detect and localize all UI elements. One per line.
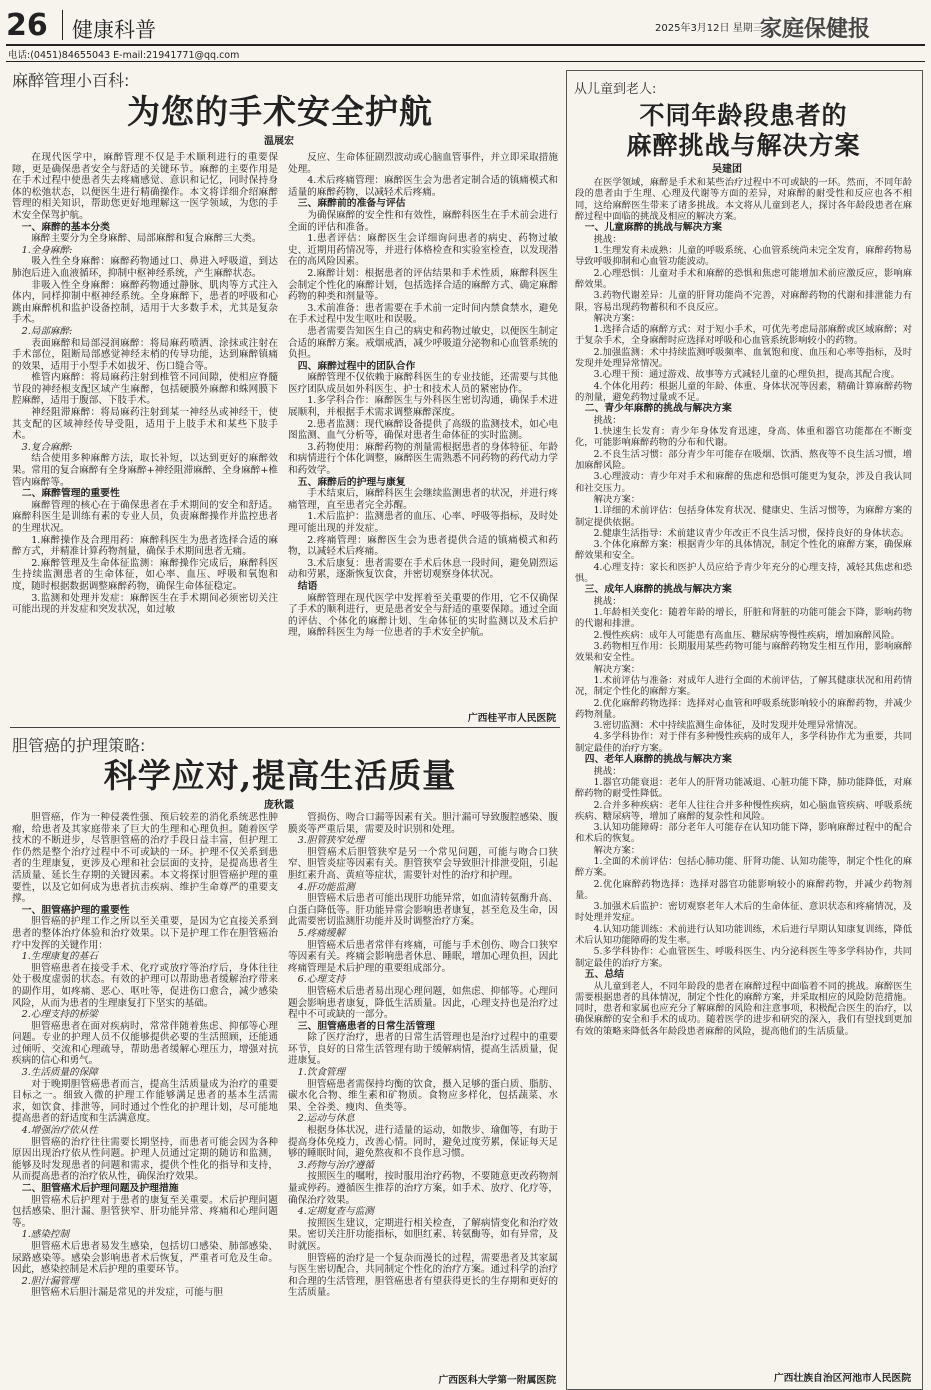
paragraph: 3.认知功能障碍：部分老年人可能存在认知功能下降，影响麻醉过程中的配合和术后的恢复。 [575, 822, 912, 845]
sub-heading: 3.复合麻醉: [21, 441, 73, 453]
sub-heading: 2.运动与休息 [297, 1113, 355, 1125]
paragraph: 2.心理恐惧：儿童对手术和麻醉的恐惧和焦虑可能增加术前应激反应，影响麻醉效果。 [575, 267, 912, 290]
sub-heading: 1.全身麻醉: [21, 244, 73, 256]
paragraph: 2.优化麻醉药物选择：选择对心血管和呼吸系统影响较小的麻醉药物，并减少药物剂量。 [575, 697, 912, 720]
article2-column-2 [288, 812, 558, 1370]
paragraph: 2.疼痛管理：麻醉医生会为患者提供合适的镇痛模式和药物，以减轻术后疼痛。 [288, 534, 558, 558]
paragraph: 解决方案： [593, 844, 641, 856]
sub-heading: 2.胆汁漏管理 [21, 1275, 79, 1287]
article-divider [10, 727, 560, 728]
paragraph: 2.麻醉管理及生命体征监测：麻醉操作完成后，麻醉科医生持续监测患者的生命体征，如心率、血压、呼吸和氧饱和度，随时根据数据调整麻醉药物，确保生命体征稳定。 [12, 557, 278, 592]
paragraph: 胆管癌术后胆管狭窄是另一个常见问题，可能与吻合口狭窄、胆管炎症等因素有关。胆管狭窄会导致胆汁排泄受阻，引起胆红素升高、黄疸等症状，需要针对性的治疗和护理。 [288, 846, 558, 881]
paragraph: 2.合并多种疾病：老年人往往合并多种慢性疾病，如心脑血管疾病、呼吸系统疾病、糖尿病等，增加了麻醉的复杂性和风险。 [575, 799, 912, 822]
paragraph: 4.多学科协作：对于伴有多种慢性疾病的成年人，多学科协作尤为重要，共同制定最佳的治疗方案。 [575, 731, 912, 754]
article1-source: 广西桂平市人民医院 [467, 713, 556, 724]
paragraph: 胆管癌，作为一种侵袭性强、预后较差的消化系统恶性肿瘤，给患者及其家庭带来了巨大的生理和心理负担。随着医学技术的不断进步，尽管胆管癌的治疗手段日益丰富，但护理工作仍然是整个治疗过程中不可或缺的一环。护理不仅关系到患者的生理康复，更涉及心理和社会层面的支持，是提高患者生活质量、延长生存期的关键因素。本文将探讨胆管癌护理的重要性，以及它如何成为患者抗击疾病、维护生命尊严的重要支撑。 [12, 812, 278, 905]
paragraph: 2.不良生活习惯：部分青少年可能存在吸烟、饮酒、熬夜等不良生活习惯，增加麻醉风险。 [575, 448, 912, 472]
paragraph: 3.药物相互作用：长期服用某些药物可能与麻醉药物发生相互作用，影响麻醉效果和安全性。 [575, 641, 912, 664]
paragraph: 3.术前准备：患者需要在手术前一定时间内禁食禁水，避免在手术过程中发生呕吐和误吸。 [288, 302, 558, 326]
section-heading: 结语 [297, 580, 318, 592]
section-title: 健康科普 [72, 18, 156, 42]
paragraph: 3.药物使用：麻醉药物的剂量需根据患者的身体特征、年龄和病情进行个体化调整，麻醉医生需熟悉不同药物的药代动力学和药效学。 [288, 441, 558, 477]
paragraph: 1.麻醉操作及合理用药：麻醉科医生为患者选择合适的麻醉方式，并精准计算药物剂量，确保手术期间患者无痛。 [12, 534, 278, 558]
paragraph: 胆管癌患者需保持均衡的饮食，摄入足够的蛋白质、脂肪、碳水化合物、维生素和矿物质。食物应多样化，包括蔬菜、水果、全谷类、瘦肉、鱼类等。 [288, 1078, 558, 1113]
section-heading: 五、麻醉后的护理与康复 [297, 476, 406, 488]
paragraph: 非吸入性全身麻醉：麻醉药物通过静脉、肌肉等方式注入体内，同样抑制中枢神经系统。全身麻醉下，患者的呼吸和心跳由麻醉机和监护设备控制，适用于大多数手术，尤其是复杂手术。 [12, 279, 278, 326]
sub-heading: 1.饮食管理 [297, 1067, 346, 1079]
paragraph: 1.详细的术前评估：包括身体发育状况、健康史、生活习惯等，为麻醉方案的制定提供依据。 [575, 505, 912, 528]
paragraph: 表面麻醉和局部浸润麻醉：将局麻药喷洒、涂抹或注射在手术部位，阻断局部感觉神经末梢的传导功能，达到麻醉镇痛的效果，适用于小型手术如拔牙、伤口缝合等。 [12, 337, 278, 372]
paragraph: 挑战： [593, 233, 622, 245]
paragraph: 挑战： [593, 595, 622, 607]
paragraph: 反应、生命体征剧烈波动或心脑血管事件，并立即采取措施处理。 [288, 152, 558, 175]
article1-author: 温展宏 [264, 136, 294, 147]
paragraph: 1.全面的术前评估：包括心肺功能、肝肾功能、认知功能等，制定个性化的麻醉方案。 [575, 856, 912, 879]
paragraph: 挑战： [593, 765, 622, 777]
section-heading: 二、胆管癌术后护理问题及护理措施 [21, 1183, 179, 1194]
paragraph: 2.加强监测：术中持续监测呼吸频率、血氧饱和度、血压和心率等指标，及时发现并处理异常情况。 [575, 346, 912, 370]
paragraph: 1.生理发育未成熟：儿童的呼吸系统、心血管系统尚未完全发育，麻醉药物易导致呼吸抑制和心血管功能波动。 [575, 245, 912, 268]
paragraph: 除了医疗治疗，患者的日常生活管理也是治疗过程中的重要环节，良好的日常生活管理有助于缓解病情，提高生活质量，促进康复。 [288, 1032, 558, 1067]
article2-column-1 [12, 812, 278, 1386]
paragraph: 2.患者监测：现代麻醉设备提供了高级的监测技术，如心电图监测、血气分析等，确保对患者生命体征的实时监测。 [288, 418, 558, 442]
sub-heading: 4.定期复查与监测 [297, 1206, 374, 1218]
paragraph: 从儿童到老人，不同年龄段的患者在麻醉过程中面临着不同的挑战。麻醉医生需要根据患者的具体情况，制定个性化的麻醉方案，并采取相应的风险防范措施。同时，患者和家属也应充分了解麻醉的风险和注意事项，积极配合医生的治疗，以确保麻醉的安全和手术的成功。随着医学的进步和研究的深入，我们有望找到更加有效的策略来降低各年龄段患者麻醉的风险，提高他们的生活质量。 [575, 980, 912, 1037]
article3-kicker: 从儿童到老人: [574, 82, 657, 97]
sub-heading: 1.生理康复的基石 [21, 951, 98, 963]
paper-name: 家庭保健报 [760, 17, 871, 42]
paragraph: 手术结束后，麻醉科医生会继续监测患者的状况，并进行疼痛管理，直至患者完全苏醒。 [288, 488, 558, 511]
paragraph: 4.个体化用药：根据儿童的年龄、体重、身体状况等因素，精确计算麻醉药物的剂量，避免药物过量或不足。 [575, 380, 912, 403]
section-heading: 三、胆管癌患者的日常生活管理 [297, 1020, 435, 1032]
paragraph: 在医学领域，麻醉是手术和某些治疗过程中不可或缺的一环。然而，不同年龄段的患者由于生理、心理及代谢等方面的差异，对麻醉的耐受性和反应也各不相同，这给麻醉医生带来了诸多挑战。本文将从儿童到老人，探讨各年龄段患者在麻醉过程中面临的挑战及相应的解决方案。 [575, 177, 912, 222]
paragraph: 胆管癌术后胆汁漏是常见的并发症，可能与胆 [31, 1287, 224, 1299]
header-rule-thin [6, 61, 925, 62]
sub-heading: 2.局部麻醉: [21, 325, 73, 337]
paragraph: 胆管癌的治疗是一个复杂而漫长的过程，需要患者及其家属与医生密切配合，共同制定个性化的治疗方案。通过科学的治疗和合理的生活管理，胆管癌患者有望获得更长的生存期和更好的生活质量。 [288, 1252, 558, 1299]
sub-heading: 3.胆管狭窄处理 [297, 835, 365, 847]
paragraph: 结合使用多种麻醉方法，取长补短，以达到更好的麻醉效果。常用的复合麻醉有全身麻醉+神经阻滞麻醉、全身麻醉+椎管内麻醉等。 [12, 453, 278, 488]
paragraph: 3.密切监测：术中持续监测生命体征，及时发现并处理异常情况。 [593, 720, 863, 732]
paragraph: 胆管癌术后患者可能出现肝功能异常，如血清转氨酶升高、白蛋白降低等。肝功能异常会影响患者康复，甚至危及生命，因此需要密切监测肝功能并及时调整治疗方案。 [288, 893, 558, 928]
paragraph: 挑战： [593, 414, 622, 426]
paragraph: 胆管癌患者在接受手术、化疗或放疗等治疗后，身体往往处于极度虚弱的状态。有效的护理可以帮助患者缓解治疗带来的副作用，如疼痛、恶心、呕吐等，促进伤口愈合，减少感染风险，从而为患者的生理康复打下坚实的基础。 [12, 962, 278, 1009]
sub-heading: 4.肝功能监测 [297, 881, 355, 893]
paragraph: 胆管癌的护理工作之所以至关重要，是因为它直接关系到患者的整体治疗体验和治疗效果。以下是护理工作在胆管癌治疗中发挥的关键作用： [12, 916, 278, 951]
paragraph: 解决方案： [593, 663, 641, 675]
paragraph: 2.麻醉计划：根据患者的评估结果和手术性质，麻醉科医生会制定个性化的麻醉计划，包括选择合适的麻醉方式、确定麻醉药物的种类和剂量等。 [288, 267, 558, 303]
article1-column-2 [288, 152, 558, 708]
section-heading: 三、成年人麻醉的挑战与解决方案 [584, 584, 732, 596]
paragraph: 管损伤、吻合口漏等因素有关。胆汁漏可导致腹腔感染、腹膜炎等严重后果，需要及时识别和处理。 [288, 812, 558, 835]
contact-info: 电话:(0451)84655043 E-mail:21941771@qq.com [8, 50, 240, 61]
article3-source: 广西壮族自治区河池市人民医院 [773, 1373, 911, 1384]
article3-author: 吴建团 [712, 164, 742, 175]
paragraph: 患者需要告知医生自己的病史和药物过敏史，以便医生制定合适的麻醉方案。戒烟戒酒，减少呼吸道分泌物和心血管系统的负担。 [288, 325, 558, 361]
paragraph: 3.心理干预：通过游戏、故事等方式减轻儿童的心理负担，提高其配合度。 [593, 369, 900, 381]
paragraph: 椎管内麻醉：将局麻药注射到椎管不同间隙，使相应脊髓节段的神经根支配区域产生麻醉，包括硬膜外麻醉和蛛网膜下腔麻醉，适用于腹部、下肢手术。 [12, 372, 278, 407]
article3-title-line1: 不同年龄段患者的 [639, 101, 848, 130]
article3-title-line2: 麻醉挑战与解决方案 [626, 131, 861, 160]
paragraph: 胆管癌术后护理对于患者的康复至关重要。术后护理问题包括感染、胆汁漏、胆管狭窄、肝功能异常、疼痛和心理问题等。 [12, 1194, 278, 1229]
paragraph: 3.加强术后监护：密切观察老年人术后的生命体征、意识状态和疼痛情况，及时处理并发症。 [575, 901, 912, 924]
article1-column-1 [12, 152, 278, 724]
article2-author: 庞秋霞 [264, 800, 294, 811]
sub-heading: 4.增强治疗依从性 [21, 1125, 98, 1137]
article2-source: 广西医科大学第一附属医院 [438, 1375, 556, 1386]
header-divider [62, 10, 63, 40]
paragraph: 4.心理支持：家长和医护人员应给予青少年充分的心理支持，减轻其焦虑和恐惧。 [575, 561, 912, 584]
paragraph: 1.选择合适的麻醉方式：对于短小手术，可优先考虑局部麻醉或区域麻醉；对于复杂手术，全身麻醉时应选择对呼吸和心血管系统影响较小的药物。 [575, 324, 912, 347]
issue-date: 2025年3月12日 星期三 [655, 23, 763, 34]
paragraph: 1.器官功能衰退：老年人的肝肾功能减退、心脏功能下降，肺功能降低，对麻醉药物的耐受性降低。 [575, 776, 912, 800]
paragraph: 5.多学科协作：心血管医生、呼吸科医生、内分泌科医生等多学科协作，共同制定最佳的治疗方案。 [575, 946, 912, 969]
paragraph: 按照医生建议，定期进行相关检查，了解病情变化和治疗效果。密切关注肝功能指标，如胆红素、转氨酶等，如有异常，及时就医。 [288, 1217, 558, 1252]
paragraph: 2.慢性疾病：成年人可能患有高血压、糖尿病等慢性疾病，增加麻醉风险。 [593, 629, 900, 641]
paragraph: 1.多学科合作：麻醉医生与外科医生密切沟通，确保手术进展顺利，并根据手术需求调整麻醉深度。 [288, 395, 558, 419]
article2-kicker: 胆管癌的护理策略: [12, 736, 146, 755]
paragraph: 根据身体状况，进行适量的运动，如散步、瑜伽等，有助于提高身体免疫力，改善心情。同时，避免过度劳累，保证每天足够的睡眠时间，避免熬夜和不良作息习惯。 [288, 1125, 558, 1160]
section-heading: 三、麻醉前的准备与评估 [297, 198, 406, 210]
paragraph: 神经阻滞麻醉：将局麻药注射到某一神经丛或神经干，使其支配的区域神经传导受阻，适用于上肢手术和某些下肢手术。 [12, 407, 278, 442]
paragraph: 3.药物代谢差异：儿童的肝肾功能尚不完善，对麻醉药物的代谢和排泄能力有限，容易出现药物蓄积和不良反应。 [575, 290, 912, 313]
paragraph: 为确保麻醉的安全性和有效性，麻醉科医生在手术前会进行全面的评估和准备。 [288, 209, 558, 233]
article1-kicker: 麻醉管理小百科: [12, 71, 130, 90]
article2-title: 科学应对,提高生活质量 [103, 756, 457, 795]
paragraph: 1.患者评估：麻醉医生会详细询问患者的病史、药物过敏史、近期用药情况等，并进行体格检查和实验室检查，以发现潜在的高风险因素。 [288, 233, 558, 268]
section-heading: 一、胆管癌护理的重要性 [21, 904, 130, 916]
paragraph: 1.快速生长发育：青少年身体发育迅速，身高、体重和器官功能都在不断变化，可能影响麻醉药物的分布和代谢。 [575, 426, 912, 449]
sub-heading: 2.心理支持的桥梁 [21, 1009, 98, 1021]
paragraph: 2.健康生活指导：术前建议青少年改正不良生活习惯，保持良好的身体状态。 [593, 527, 910, 539]
paragraph: 1.术前评估与准备：对成年人进行全面的术前评估，了解其健康状况和用药情况，制定个性化的麻醉方案。 [575, 674, 912, 698]
paragraph: 胆管癌患者在面对疾病时，常常伴随着焦虑、抑郁等心理问题。专业的护理人员不仅能够提供必要的生活照顾，还能通过倾听、交流和心理疏导，帮助患者缓解心理压力，增强对抗疾病的信心和勇气。 [12, 1020, 278, 1067]
paragraph: 胆管癌的治疗往往需要长期坚持，而患者可能会因为各种原因出现治疗依从性问题。护理人员通过定期的随访和监测，能够及时发现患者的问题和需求，提供个性化的指导和支持，从而提高患者的治疗依从性，确保治疗效果。 [12, 1136, 278, 1183]
paragraph: 胆管癌术后患者易发生感染，包括切口感染、肺部感染、尿路感染等。感染会影响患者术后恢复，严重者可危及生命。因此，感染控制是术后护理的重要环节。 [12, 1240, 278, 1276]
paragraph: 对于晚期胆管癌患者而言，提高生活质量成为治疗的重要目标之一。细致入微的护理工作能够满足患者的基本生活需求，如饮食、排泄等，同时通过个性化的护理计划，尽可能地提高患者的舒适度和生活满意度。 [12, 1078, 278, 1125]
paragraph: 1.年龄相关变化：随着年龄的增长，肝脏和肾脏的功能可能会下降，影响药物的代谢和排泄。 [575, 607, 912, 630]
paragraph: 按照医生的嘱咐，按时服用治疗药物，不要随意更改药物剂量或停药。遵循医生推荐的治疗方案，如手术、放疗、化疗等，确保治疗效果。 [288, 1171, 558, 1206]
section-heading: 四、老年人麻醉的挑战与解决方案 [584, 754, 732, 766]
sub-heading: 1.感染控制 [21, 1229, 70, 1241]
section-heading: 五、总结 [584, 968, 624, 980]
paragraph: 2.优化麻醉药物选择：选择对器官功能影响较小的麻醉药物，并减少药物剂量。 [575, 878, 912, 901]
paragraph: 4.认知功能训练：术前进行认知功能训练，术后进行早期认知康复训练，降低术后认知功能障碍的发生率。 [575, 923, 912, 947]
paragraph: 麻醉管理在现代医学中发挥着至关重要的作用，它不仅确保了手术的顺利进行，更是患者安全与舒适的重要保障。通过全面的评估、个体化的麻醉计划、生命体征的实时监测以及术后护理，麻醉科医生为每一位患者的手术安全护航。 [288, 592, 558, 639]
section-heading: 一、儿童麻醉的挑战与解决方案 [584, 222, 722, 234]
paragraph: 在现代医学中，麻醉管理不仅是手术顺利进行的重要保障，更是确保患者安全与舒适的关键环节。麻醉的主要作用是在手术过程中使患者失去疼痛感觉、意识和记忆，同时保持身体的松弛状态，以便医生进行精确操作。本文将详细介绍麻醉管理的相关知识，帮助您更好地理解这一医学领域，为您的手术安全保驾护航。 [12, 152, 278, 221]
paragraph: 麻醉管理的核心在于确保患者在手术期间的安全和舒适。麻醉科医生是训练有素的专业人员，负责麻醉操作并监控患者的生理状况。 [12, 499, 278, 534]
section-heading: 一、麻醉的基本分类 [21, 221, 110, 233]
sub-heading: 5.疼痛缓解 [297, 927, 346, 939]
section-heading: 二、麻醉管理的重要性 [21, 488, 120, 500]
paragraph: 解决方案： [593, 493, 641, 505]
paragraph: 3.个体化麻醉方案：根据青少年的具体情况，制定个性化的麻醉方案，确保麻醉效果和安全。 [575, 539, 912, 562]
section-heading: 二、青少年麻醉的挑战与解决方案 [584, 403, 732, 415]
article1-title: 为您的手术安全护航 [127, 92, 433, 131]
sub-heading: 6.心理支持 [297, 974, 346, 986]
paragraph: 麻醉主要分为全身麻醉、局部麻醉和复合麻醉三大类。 [31, 233, 262, 245]
sub-heading: 3.生活质量的保障 [21, 1067, 98, 1079]
paragraph: 吸入性全身麻醉：麻醉药物通过口、鼻进入呼吸道，到达肺泡后进入血液循环，抑制中枢神经系统，产生麻醉状态。 [12, 256, 278, 279]
page-number: 26 [6, 8, 48, 43]
paragraph: 胆管癌术后患者常伴有疼痛，可能与手术创伤、吻合口狭窄等因素有关。疼痛会影响患者休息、睡眠，增加心理负担，因此疼痛管理是术后护理的重要组成部分。 [288, 939, 558, 974]
section-heading: 四、麻醉过程中的团队合作 [297, 360, 416, 372]
paragraph: 胆管癌术后患者易出现心理问题，如焦虑、抑郁等。心理问题会影响患者康复，降低生活质量。因此，心理支持也是治疗过程中不可或缺的一部分。 [288, 985, 558, 1021]
paragraph: 解决方案： [593, 312, 641, 324]
paragraph: 麻醉管理不仅依赖于麻醉科医生的专业技能，还需要与其他医疗团队成员如外科医生、护士和技术人员的紧密协作。 [288, 372, 558, 395]
paragraph: 1.术后监护：监测患者的血压、心率、呼吸等指标，及时处理可能出现的并发症。 [288, 511, 558, 534]
header-rule [6, 44, 925, 46]
paragraph: 3.心理波动：青少年对手术和麻醉的焦虑和恐惧可能更为复杂，涉及自我认同和社交压力。 [575, 471, 912, 494]
sub-heading: 3.药物与治疗遵循 [297, 1159, 374, 1171]
paragraph: 3.术后康复：患者需要在手术后休息一段时间，避免剧烈运动和劳累，逐渐恢复饮食，并密切观察身体状况。 [288, 557, 558, 581]
paragraph: 3.监测和处理并发症：麻醉医生在手术期间必须密切关注可能出现的并发症和突发状况，如过敏 [12, 592, 278, 616]
paragraph: 4.术后疼痛管理：麻醉医生会为患者定制合适的镇痛模式和适量的麻醉药物，以减轻术后疼痛。 [288, 175, 558, 198]
article3-body [575, 177, 912, 1365]
